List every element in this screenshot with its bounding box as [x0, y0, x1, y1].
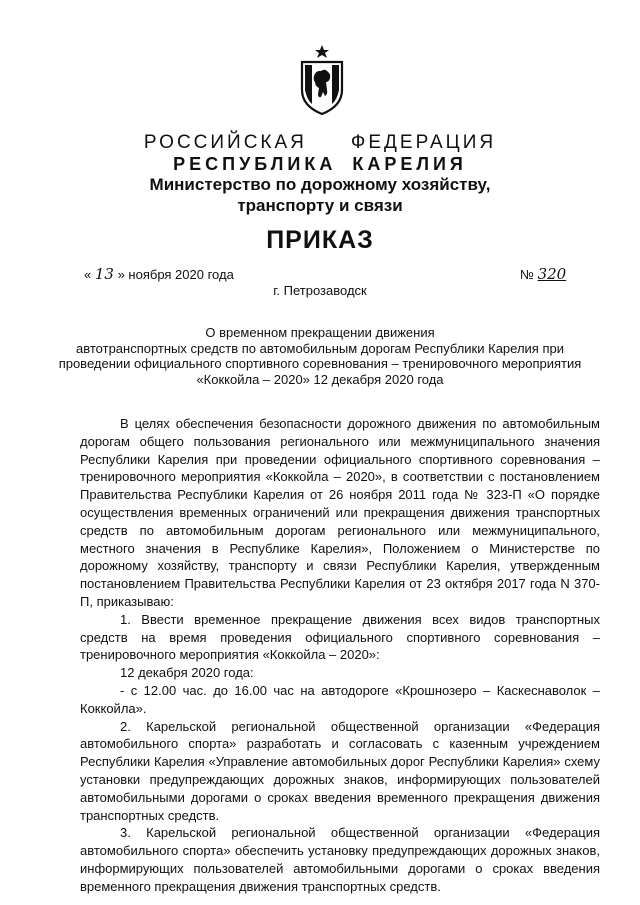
order-date — [84, 265, 234, 283]
date-open-quote: « — [84, 267, 92, 282]
subject-line-2: автотранспортных средств по автомобильным дорогам Республики Карелия при — [76, 340, 564, 356]
number-sign: № — [520, 267, 534, 282]
item-1-date: 12 декабря 2020 года: — [120, 665, 254, 681]
item-3-paragraph: 3. Карельской региональной общественной организации «Федерация автомобильного спорта» обеспечить установку предупреждающих дорожных знаков, информирующих пользователей автомобильными дорогами о сроках введения временного прекращения движения транспортных средств. — [80, 825, 600, 894]
order-body — [80, 415, 600, 896]
ministry-line-1: Министерство по дорожному хозяйству, — [149, 175, 491, 194]
item-1-paragraph: 1. Ввести временное прекращение движения всех видов транспортных средств на время проведения официального спортивного соревнования – тренировочного мероприятия «Коккойла – 2020»: — [80, 611, 600, 663]
republic-word-2: КАРЕЛИЯ — [352, 154, 467, 174]
country-word-2: ФЕДЕРАЦИЯ — [350, 132, 497, 153]
ministry-name — [0, 174, 640, 216]
subject-line-1: О временном прекращении движения — [205, 325, 435, 340]
ministry-line-2: транспорту и связи — [237, 196, 403, 215]
date-month-year: » ноября 2020 года — [117, 267, 234, 282]
republic-name — [0, 154, 640, 175]
republic-word-1: РЕСПУБЛИКА — [173, 154, 337, 174]
order-number — [520, 265, 566, 283]
country-word-1: РОССИЙСКАЯ — [143, 132, 307, 153]
preamble-paragraph: В целях обеспечения безопасности дорожного движения по автомобильным дорогам общего пользования регионального или межмуниципального значения Республики Карелия при проведении официального спортивного соревнования – тренировочного мероприятия «Коккойла – 2020», в соответствии с постановлением Правительства Республики Карелия от 26 ноября 2011 года № 323-П «О порядке осуществления временных ограничений или прекращения движения транспортных средств по автомобильным дорогам регионального или межмуниципального, местного значения в Республике Карелия», Положением о Министерстве по дорожному хозяйству, транспорту и связи Республики Карелия, утвержденным постановлением Правительства Республики Карелия от 23 октября 2017 года N 370-П, приказываю: — [80, 416, 600, 609]
document-type-title: ПРИКАЗ — [266, 226, 374, 254]
item-1-detail: - с 12.00 час. до 16.00 час на автодороге «Крошнозеро – Каскеснаволок – Коккойла». — [80, 682, 600, 716]
city: г. Петрозаводск — [273, 283, 367, 298]
item-2-paragraph: 2. Карельской региональной общественной организации «Федерация автомобильного спорта» разработать и согласовать с казенным учреждением Республики Карелия «Управление автомобильных дорог Республики Карелия» схему установки предупреждающих дорожных знаков, информирующих пользователей автомобильными дорогами о сроках введения временного прекращения движения транспортных средств. — [80, 718, 600, 823]
subject-line-4: «Коккойла – 2020» 12 декабря 2020 года — [196, 371, 444, 387]
number-handwritten: 320 — [537, 265, 567, 283]
order-subject — [40, 325, 600, 387]
country-name — [0, 132, 640, 154]
karelia-coat-of-arms-icon — [296, 44, 348, 116]
subject-line-3: проведении официального спортивного соревнования – тренировочного мероприятия — [58, 356, 582, 371]
date-day-handwritten: 13 — [94, 265, 114, 283]
